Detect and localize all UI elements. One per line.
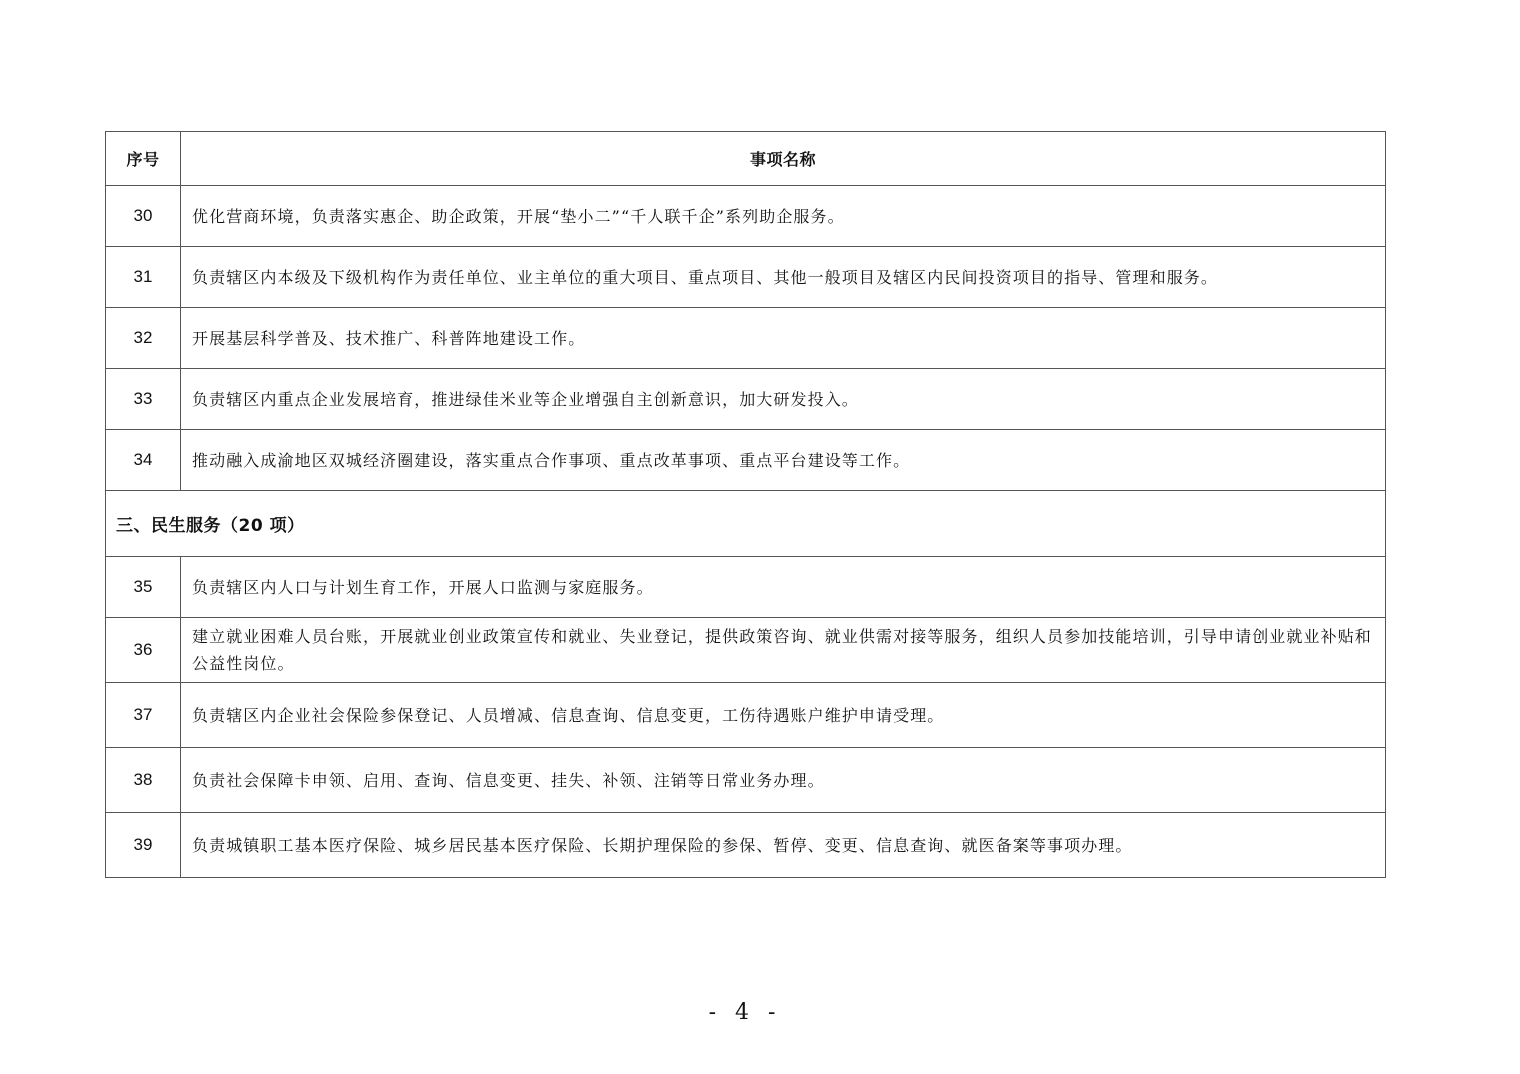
table-row	[106, 308, 1386, 369]
table-row	[106, 683, 1386, 748]
table-row	[106, 186, 1386, 247]
table-row	[106, 369, 1386, 430]
table-row	[106, 430, 1386, 491]
row-name: 负责社会保障卡申领、启用、查询、信息变更、挂失、补领、注销等日常业务办理。	[181, 748, 1386, 813]
table-row	[106, 813, 1386, 878]
row-number: 37	[106, 683, 181, 748]
row-number: 34	[106, 430, 181, 491]
table-row	[106, 618, 1386, 683]
row-number: 32	[106, 308, 181, 369]
header-number: 序号	[106, 132, 181, 186]
row-number: 33	[106, 369, 181, 430]
row-name: 负责辖区内重点企业发展培育，推进绿佳米业等企业增强自主创新意识，加大研发投入。	[181, 369, 1386, 430]
row-name: 负责辖区内企业社会保险参保登记、人员增减、信息查询、信息变更，工伤待遇账户维护申请受理。	[181, 683, 1386, 748]
row-number: 31	[106, 247, 181, 308]
row-name: 推动融入成渝地区双城经济圈建设，落实重点合作事项、重点改革事项、重点平台建设等工作。	[181, 430, 1386, 491]
section-title: 三、民生服务（20 项）	[106, 491, 1386, 557]
items-table	[105, 131, 1386, 878]
row-number: 36	[106, 618, 181, 683]
row-name: 负责辖区内人口与计划生育工作，开展人口监测与家庭服务。	[181, 557, 1386, 618]
page-number: - 4 -	[708, 1000, 782, 1025]
table-header-row	[106, 132, 1386, 186]
row-name: 开展基层科学普及、技术推广、科普阵地建设工作。	[181, 308, 1386, 369]
row-number: 35	[106, 557, 181, 618]
table-row	[106, 557, 1386, 618]
row-name: 建立就业困难人员台账，开展就业创业政策宣传和就业、失业登记，提供政策咨询、就业供需对接等服务，组织人员参加技能培训，引导申请创业就业补贴和公益性岗位。	[181, 618, 1386, 683]
row-number: 38	[106, 748, 181, 813]
table-row	[106, 748, 1386, 813]
section-row	[106, 491, 1386, 557]
row-number: 39	[106, 813, 181, 878]
row-name: 负责辖区内本级及下级机构作为责任单位、业主单位的重大项目、重点项目、其他一般项目及辖区内民间投资项目的指导、管理和服务。	[181, 247, 1386, 308]
row-name: 负责城镇职工基本医疗保险、城乡居民基本医疗保险、长期护理保险的参保、暂停、变更、信息查询、就医备案等事项办理。	[181, 813, 1386, 878]
row-number: 30	[106, 186, 181, 247]
header-name: 事项名称	[181, 132, 1386, 186]
row-name: 优化营商环境，负责落实惠企、助企政策，开展“垫小二”“千人联千企”系列助企服务。	[181, 186, 1386, 247]
table-row	[106, 247, 1386, 308]
